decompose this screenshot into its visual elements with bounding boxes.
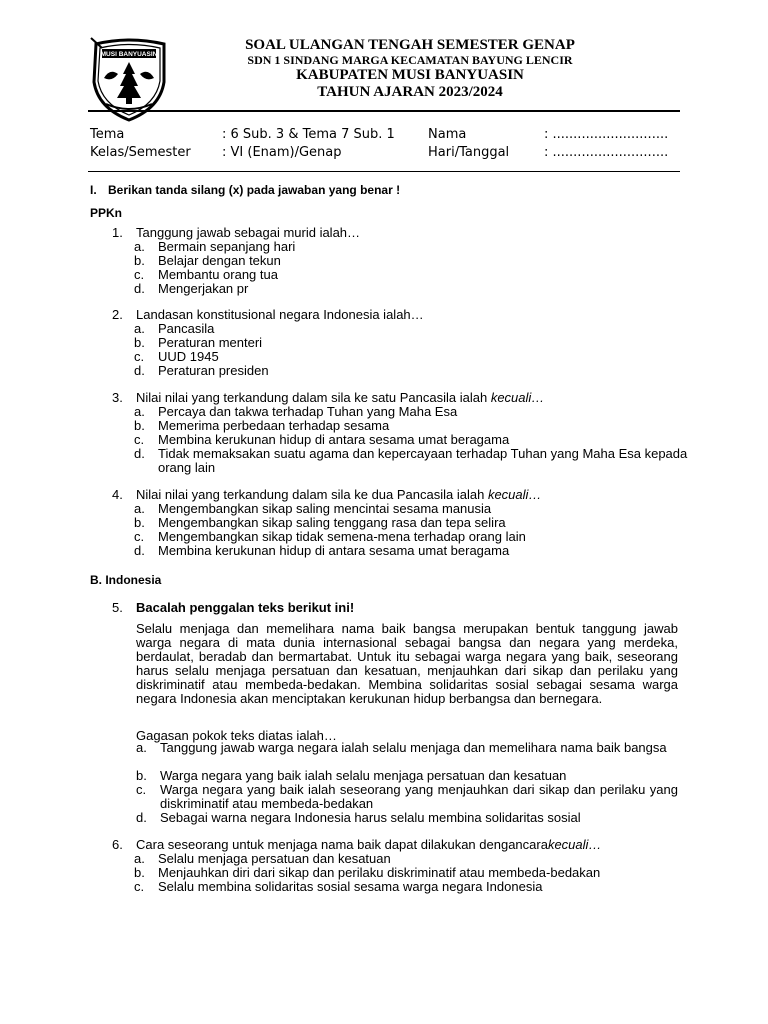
- reading-passage: Selalu menjaga dan memelihara nama baik bangsa merupakan bentuk tanggung jawab warga negara di mata dunia internasional sebagai bangsa dan negara yang merdeka, berdaulat, beradab dan bermartabat. Untuk itu sebagai warga negara yang baik, seseorang harus selalu menjaga persatuan dan kesatuan, menjauhkan dari sikap dan perilaku yang diskriminatif atau membeda-bedakan. Membina solidaritas sosial sebagai sesama warga negara Indonesia akan menciptakan kerukunan hidup berbangsa dan bernegara.: [136, 621, 678, 706]
- question-text: Bacalah penggalan teks berikut ini!: [136, 600, 355, 615]
- question-number: 6.: [112, 837, 123, 852]
- school-name: SDN 1 SINDANG MARGA KECAMATAN BAYUNG LENCIR: [247, 53, 573, 67]
- question-emphasis: kecuali…: [490, 390, 545, 405]
- question-number: 4.: [112, 487, 123, 502]
- question-number: 5.: [112, 600, 123, 615]
- logo-text: MUSI BANYUASIN: [100, 51, 158, 58]
- question-text: Cara seseorang untuk menjaga nama baik dapat dilakukan dengancarakecuali…: [136, 837, 602, 852]
- passage-question: Gagasan pokok teks diatas ialah…: [136, 728, 337, 743]
- nama-label: Nama: [428, 127, 467, 142]
- instruction-number: I.: [90, 183, 97, 197]
- exam-title: SOAL ULANGAN TENGAH SEMESTER GENAP: [245, 37, 575, 53]
- tema-value: : 6 Sub. 3 & Tema 7 Sub. 1: [222, 127, 395, 142]
- question-emphasis: kecuali…: [487, 487, 542, 502]
- hari-label: Hari/Tanggal: [428, 145, 510, 160]
- kelas-value: : VI (Enam)/Genap: [222, 145, 342, 160]
- question-number: 2.: [112, 307, 123, 322]
- question-text: Landasan konstitusional negara Indonesia ialah…: [136, 307, 424, 322]
- section-ppkn: PPKn: [90, 206, 123, 220]
- tema-label: Tema: [90, 127, 125, 142]
- question-number: 3.: [112, 390, 123, 405]
- kelas-label: Kelas/Semester: [90, 145, 191, 160]
- header-divider: [88, 110, 680, 112]
- academic-year: TAHUN AJARAN 2023/2024: [317, 84, 503, 100]
- question-number: 1.: [112, 225, 123, 240]
- section-indonesia: B. Indonesia: [90, 573, 162, 587]
- info-divider: [88, 171, 680, 172]
- instruction-text: Berikan tanda silang (x) pada jawaban yang benar !: [108, 183, 401, 197]
- question-text: Tanggung jawab sebagai murid ialah…: [136, 225, 361, 240]
- regency-name: KABUPATEN MUSI BANYUASIN: [296, 67, 524, 83]
- nama-value: : ............................: [544, 127, 669, 142]
- hari-value: : ............................: [544, 145, 669, 160]
- question-text: Nilai nilai yang terkandung dalam sila ke satu Pancasila ialah kecuali…: [136, 390, 545, 405]
- question-emphasis: kecuali…: [547, 837, 602, 852]
- question-text: Nilai nilai yang terkandung dalam sila ke dua Pancasila ialah kecuali…: [136, 487, 542, 502]
